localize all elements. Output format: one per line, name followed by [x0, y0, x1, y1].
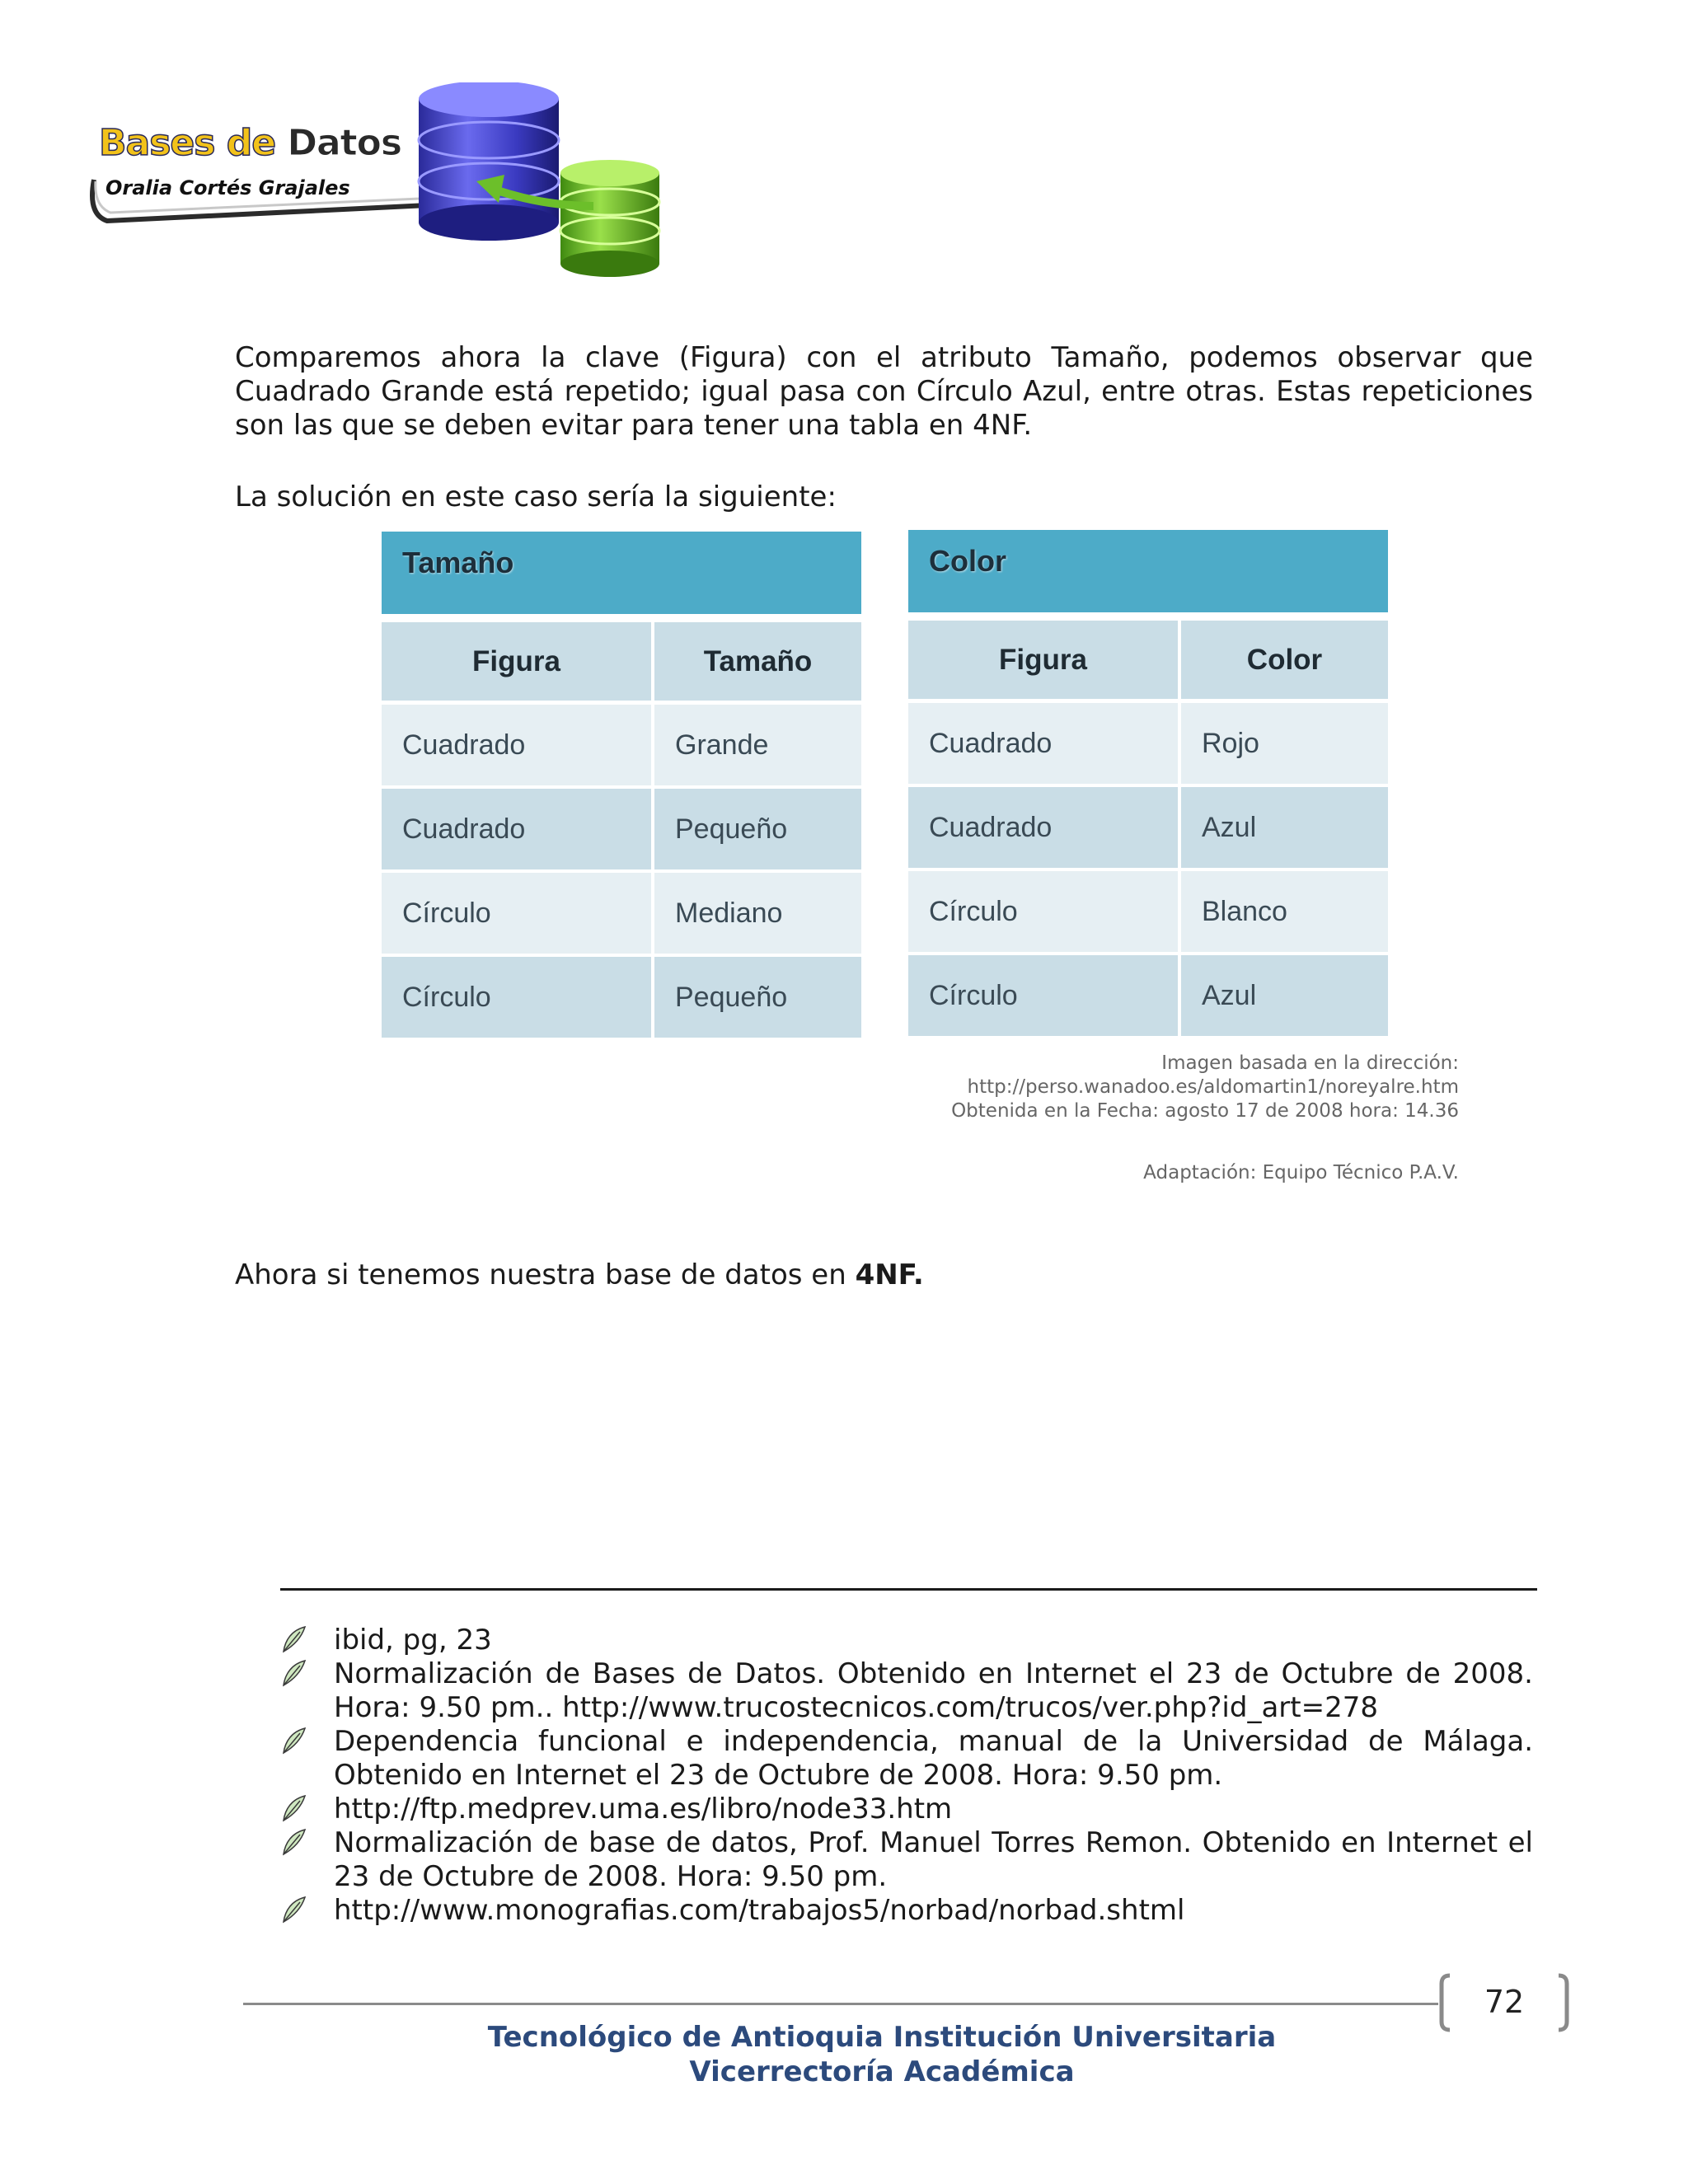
conclusion-text: Ahora si tenemos nuestra base de datos en: [235, 1258, 856, 1291]
column-header: Tamaño: [654, 622, 861, 701]
footnote-item: [280, 1894, 1533, 1928]
table-cell: Círculo: [382, 957, 651, 1038]
table-title: Color: [908, 530, 1388, 612]
logo-title-part2: Datos: [287, 122, 402, 164]
table-title: Tamaño: [382, 532, 861, 614]
leaf-bullet-icon: [280, 1727, 307, 1755]
footnote-text: http://ftp.medprev.uma.es/libro/node33.htm: [334, 1793, 953, 1825]
footnote-item: [280, 1826, 1533, 1894]
paragraph-intro: Comparemos ahora la clave (Figura) con el atributo Tamaño, podemos observar que Cuadrado Grande está repetido; igual pasa con Círculo Azul, entre otras. Estas repeticiones son las que se deben evitar para tener una tabla en 4NF.: [235, 341, 1533, 442]
column-header: Figura: [382, 622, 651, 701]
logo-author: Oralia Cortés Grajales: [106, 176, 350, 199]
footnote-item: [280, 1725, 1533, 1793]
table-cell: Azul: [1181, 955, 1388, 1036]
logo-title: [99, 122, 402, 164]
table-cell: Azul: [1181, 787, 1388, 868]
table-cell: Cuadrado: [908, 703, 1178, 784]
conclusion-bold: 4NF.: [855, 1258, 924, 1291]
table-cell: Pequeño: [654, 789, 861, 869]
leaf-bullet-icon: [280, 1828, 307, 1856]
footnote-item: [280, 1793, 1533, 1826]
footnote-text: Dependencia funcional e independencia, manual de la Universidad de Málaga. Obtenido en Internet el 23 de Octubre de 2008. Hora: 9.50 pm.: [334, 1725, 1533, 1792]
paragraph-conclusion: [235, 1258, 1533, 1292]
table-cell: Blanco: [1181, 871, 1388, 952]
column-header: Figura: [908, 621, 1178, 699]
table-cell: Cuadrado: [908, 787, 1178, 868]
header-logo: [82, 82, 676, 288]
footnote-text: ibid, pg, 23: [334, 1624, 492, 1657]
table-cell: Pequeño: [654, 957, 861, 1038]
table-tamano: [382, 532, 861, 1043]
footnote-divider: [280, 1588, 1537, 1591]
caption-line: Imagen basada en la dirección:: [1161, 1052, 1459, 1074]
footnote-text: Normalización de base de datos, Prof. Manuel Torres Remon. Obtenido en Internet el 23 de Octubre de 2008. Hora: 9.50 pm.: [334, 1826, 1533, 1893]
footnote-item: [280, 1624, 1533, 1657]
table-cell: Círculo: [908, 871, 1178, 952]
footer-department: Vicerrectoría Académica: [689, 2055, 1075, 2088]
table-cell: Grande: [654, 705, 861, 785]
caption-link: http://perso.wanadoo.es/aldomartin1/noreyalre.htm: [967, 1076, 1459, 1098]
table-cell: Rojo: [1181, 703, 1388, 784]
logo-title-part1: Bases de: [99, 122, 276, 164]
footnote-text: http://www.monografias.com/trabajos5/norbad/norbad.shtml: [334, 1894, 1185, 1927]
footer-divider: [243, 2003, 1438, 2005]
table-cell: Cuadrado: [382, 789, 651, 869]
table-cell: Cuadrado: [382, 705, 651, 785]
leaf-bullet-icon: [280, 1659, 307, 1687]
table-cell: Círculo: [908, 955, 1178, 1036]
image-caption: [717, 1052, 1459, 1123]
table-cell: Círculo: [382, 873, 651, 954]
page-number: 72: [1484, 1984, 1525, 2020]
paragraph-solution: La solución en este caso sería la siguiente:: [235, 480, 837, 513]
footnote-item: [280, 1657, 1533, 1725]
table-cell: Mediano: [654, 873, 861, 954]
footer-institution: Tecnológico de Antioquia Institución Universitaria: [487, 2021, 1277, 2054]
footnote-list: [280, 1624, 1533, 1928]
leaf-bullet-icon: [280, 1896, 307, 1924]
leaf-bullet-icon: [280, 1794, 307, 1822]
caption-line: Obtenida en la Fecha: agosto 17 de 2008 hora: 14.36: [951, 1100, 1459, 1122]
column-header: Color: [1181, 621, 1388, 699]
caption-adaptation: Adaptación: Equipo Técnico P.A.V.: [1143, 1162, 1459, 1183]
table-color: [908, 530, 1388, 1041]
footnote-text: Normalización de Bases de Datos. Obtenido en Internet el 23 de Octubre de 2008. Hora: 9.50 pm.. http://www.trucostecnicos.com/trucos/ver.php?id_art=278: [334, 1657, 1533, 1724]
leaf-bullet-icon: [280, 1625, 307, 1653]
